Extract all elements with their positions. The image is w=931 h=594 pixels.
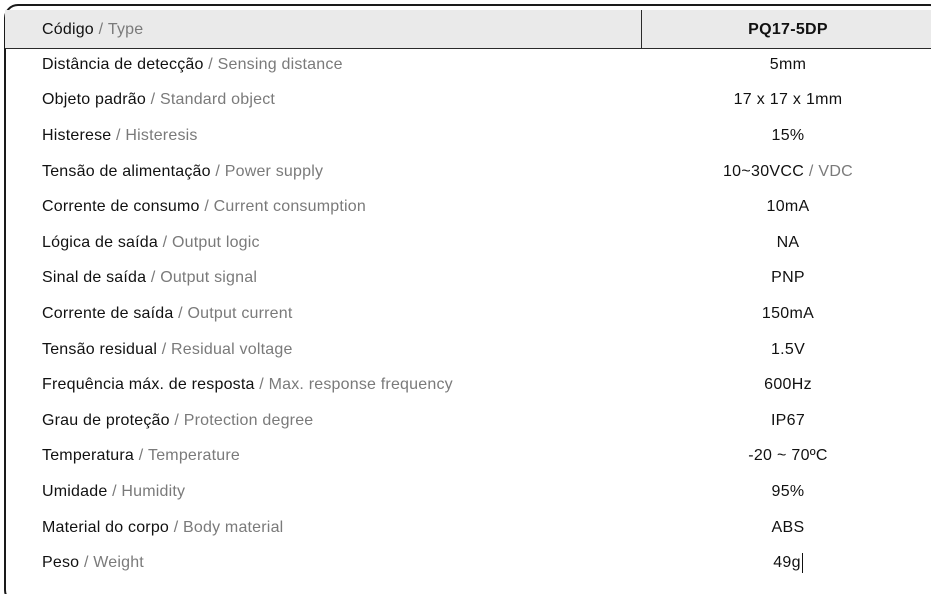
label-separator: / (208, 55, 213, 73)
table-row (0, 118, 931, 154)
label-separator: / (161, 340, 167, 358)
row-value: 95% (771, 482, 805, 500)
row-label-en: Current consumption (213, 198, 366, 216)
table-row (0, 83, 931, 119)
row-label (42, 332, 293, 368)
row-label-pt: Umidade (42, 482, 108, 500)
row-value (648, 154, 928, 190)
label-separator: / (204, 198, 209, 216)
row-value: PNP (771, 269, 805, 287)
label-separator: / (138, 447, 144, 465)
row-value: 10mA (766, 198, 810, 216)
label-separator: / (150, 91, 156, 109)
row-label-en: Sensing distance (217, 55, 343, 73)
label-separator: / (112, 482, 117, 500)
row-label-pt: Tensão de alimentação (42, 162, 211, 180)
table-row (0, 403, 931, 439)
row-label-pt: Material do corpo (42, 518, 170, 536)
row-label-en: Histeresis (125, 126, 198, 144)
row-label (42, 545, 144, 581)
row-value: IP67 (770, 411, 806, 429)
value-separator: / (808, 162, 814, 180)
table-row (0, 332, 931, 368)
label-separator: / (83, 554, 89, 572)
row-label-pt: Corrente de consumo (42, 198, 200, 216)
row-value: 15% (771, 126, 805, 144)
row-value: NA (776, 233, 800, 251)
row-value: 600Hz (764, 376, 812, 394)
row-label (42, 296, 293, 332)
label-separator: / (259, 376, 264, 394)
label-separator: / (173, 518, 179, 536)
row-label-en: Output current (187, 304, 293, 322)
row-label (42, 261, 257, 297)
row-value: 17 x 17 x 1mm (733, 91, 843, 109)
header-separator: / (98, 20, 104, 38)
text-cursor (802, 553, 803, 573)
table-row (0, 225, 931, 261)
header-label-pt: Código (42, 20, 94, 38)
header-value: PQ17-5DP (748, 20, 828, 38)
label-separator: / (215, 162, 221, 180)
row-value: 150mA (761, 304, 815, 322)
table-row (0, 261, 931, 297)
table-row (0, 189, 931, 225)
row-label (42, 474, 185, 510)
table-row (0, 510, 931, 546)
row-label-pt: Distância de detecção (42, 55, 204, 73)
row-label-pt: Temperatura (42, 447, 135, 465)
row-label-pt: Tensão residual (42, 340, 158, 358)
table-row (0, 154, 931, 190)
label-separator: / (162, 233, 168, 251)
row-value-text[interactable]: 49g (773, 554, 801, 572)
row-label-pt: Sinal de saída (42, 269, 147, 287)
row-label-en: Output signal (160, 269, 258, 287)
row-label (42, 439, 240, 475)
row-value[interactable] (648, 545, 928, 581)
table-header-row (0, 11, 931, 48)
row-label-en: Power supply (224, 162, 324, 180)
row-label-en: Standard object (159, 91, 276, 109)
row-label-pt: Frequência máx. de resposta (42, 376, 255, 394)
row-label-en: Weight (93, 554, 144, 572)
row-label (42, 510, 283, 546)
row-label (42, 367, 453, 403)
row-value-alt: VDC (818, 162, 854, 180)
row-label (42, 403, 313, 439)
table-row (0, 439, 931, 475)
row-label-en: Temperature (148, 447, 241, 465)
row-label-pt: Histerese (42, 126, 112, 144)
row-label-en: Residual voltage (171, 340, 293, 358)
label-separator: / (116, 126, 121, 144)
row-label (42, 225, 260, 261)
row-value: 1.5V (770, 340, 806, 358)
row-label-en: Body material (183, 518, 284, 536)
row-label-pt: Corrente de saída (42, 304, 174, 322)
table-row (0, 474, 931, 510)
row-value: 5mm (769, 55, 807, 73)
table-row (0, 545, 931, 581)
table-row (0, 367, 931, 403)
row-value: -20 ~ 70ºC (748, 447, 828, 465)
label-separator: / (178, 304, 183, 322)
row-label (42, 118, 198, 154)
row-label-en: Max. response frequency (268, 376, 453, 394)
row-label (42, 83, 275, 119)
row-value: ABS (771, 518, 805, 536)
row-label-pt: Grau de proteção (42, 411, 170, 429)
row-label (42, 189, 366, 225)
header-label-en: Type (107, 20, 144, 38)
row-label-pt: Peso (42, 554, 80, 572)
row-label-pt: Lógica de saída (42, 233, 158, 251)
row-label (42, 154, 323, 190)
row-value-primary: 10~30VCC (722, 162, 805, 180)
table-row (0, 296, 931, 332)
row-label-en: Humidity (121, 482, 186, 500)
row-label-en: Output logic (171, 233, 260, 251)
row-label-pt: Objeto padrão (42, 91, 147, 109)
header-label (42, 11, 143, 48)
table-row (0, 47, 931, 83)
row-label (42, 47, 343, 83)
label-separator: / (150, 269, 156, 287)
row-label-en: Protection degree (183, 411, 314, 429)
label-separator: / (174, 411, 180, 429)
